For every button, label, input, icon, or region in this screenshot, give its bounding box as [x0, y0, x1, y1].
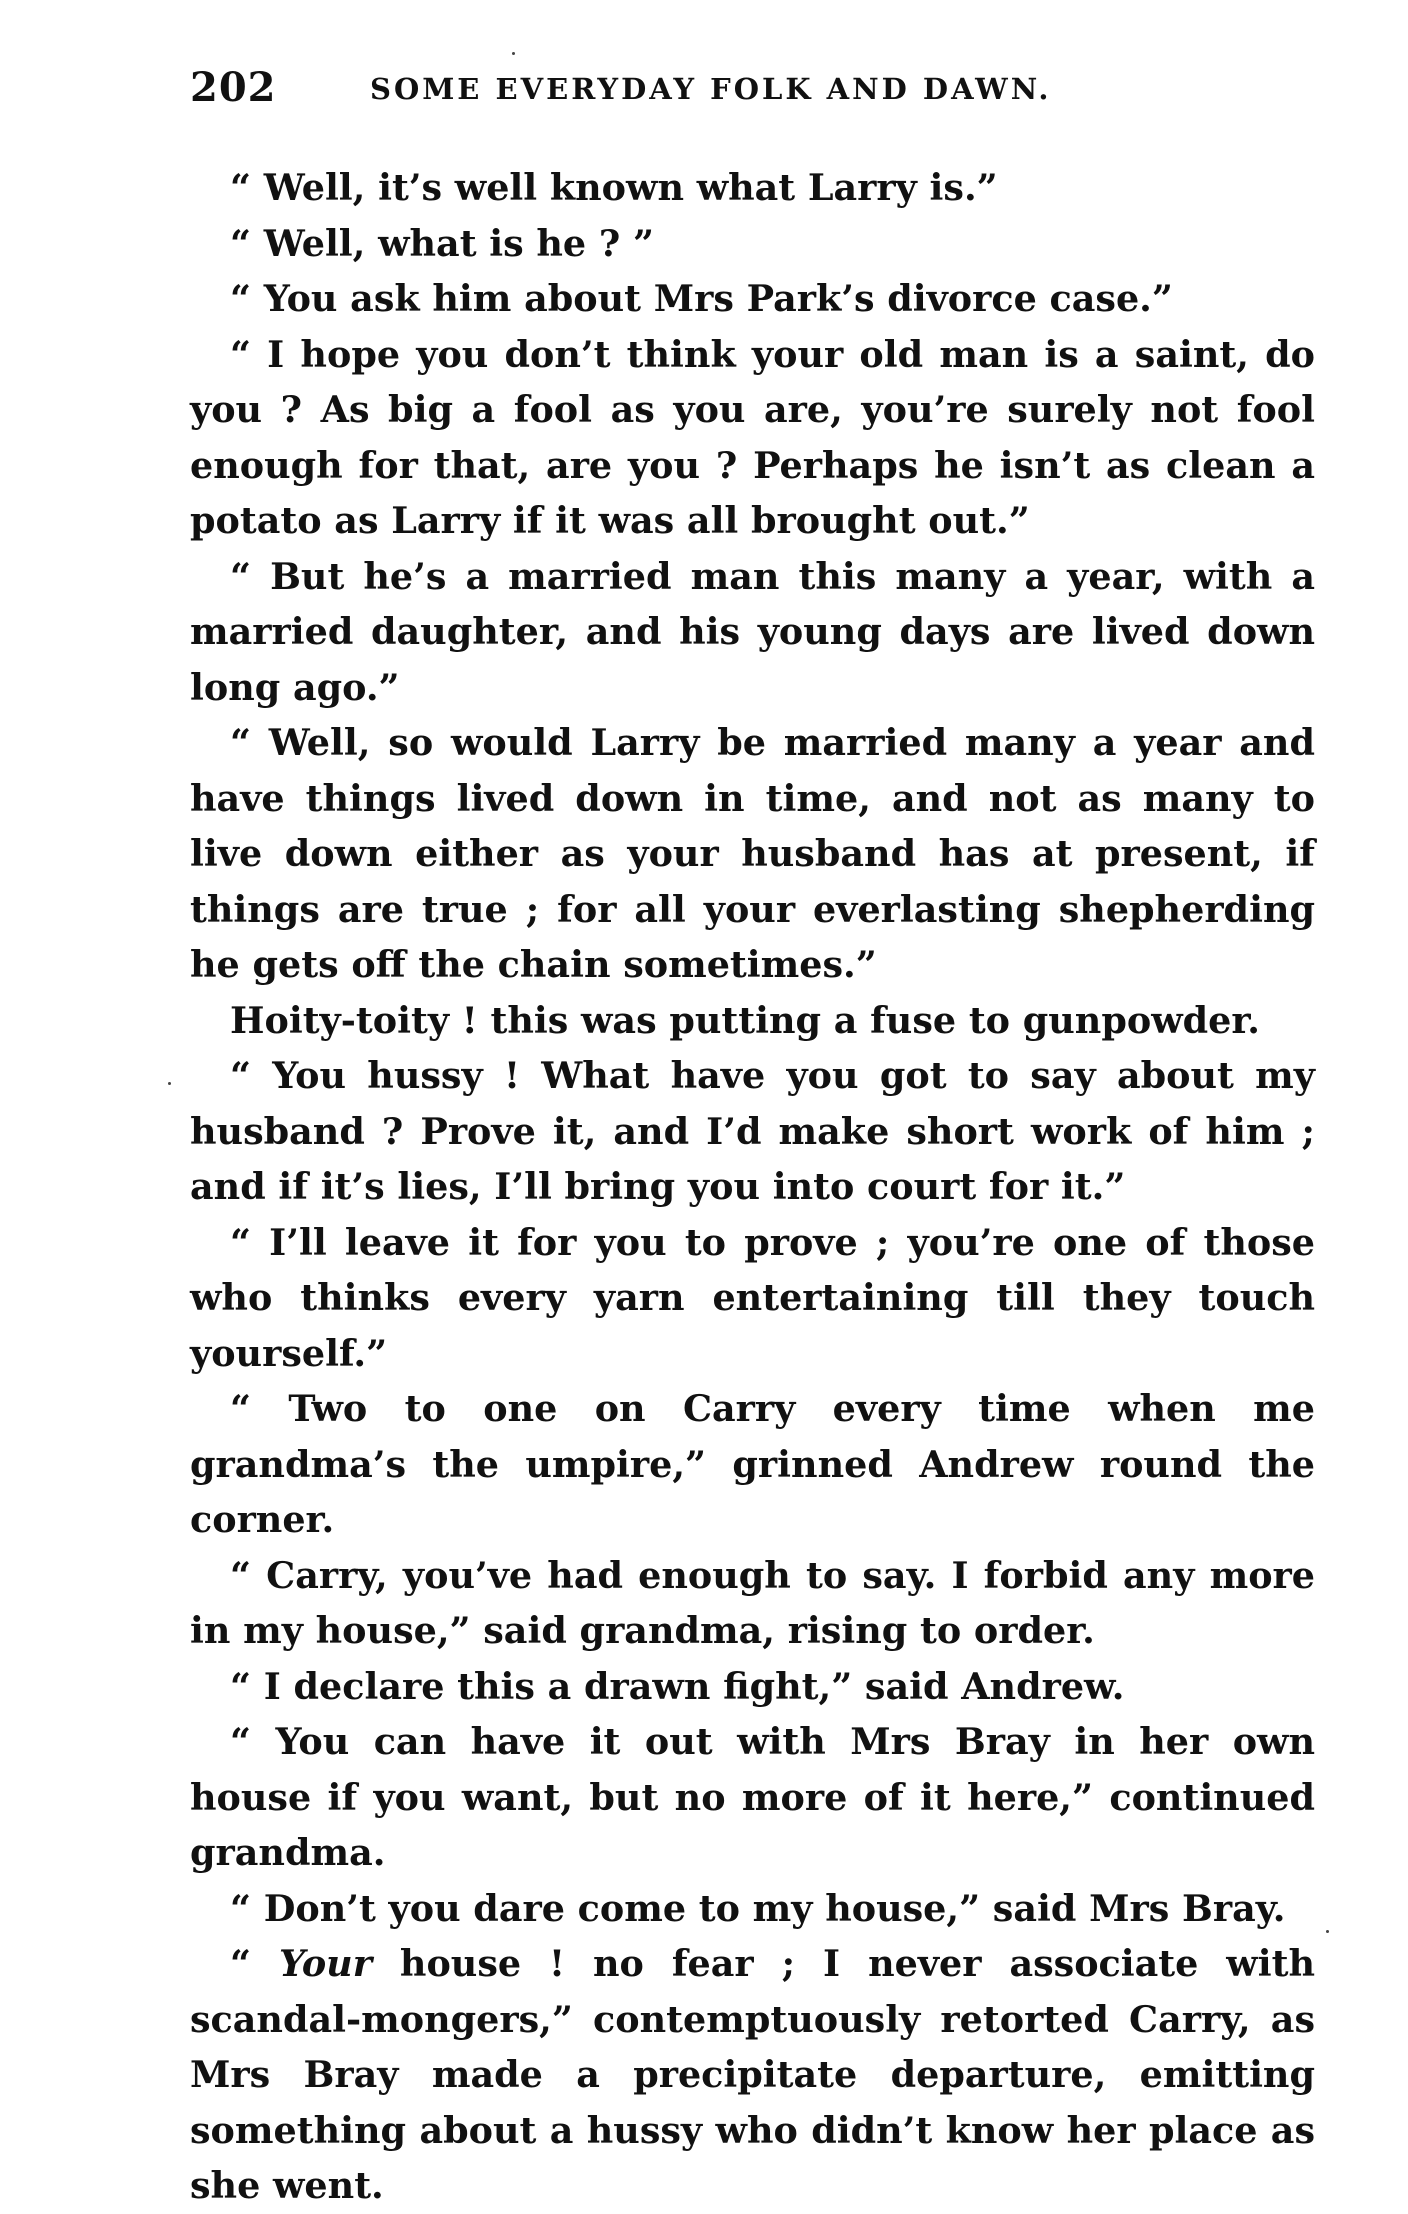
paragraph: “ But he’s a married man this many a year, with a married daughter, and his young days are lived down long ago.”: [190, 554, 1315, 709]
paragraph: “ You ask him about Mrs Park’s divorce case.”: [230, 277, 1173, 320]
final-paragraph: [190, 1936, 1315, 2214]
paragraph: “ Two to one on Carry every time when me grandma’s the umpire,” grinned Andrew round the corner.: [190, 1387, 1315, 1541]
paragraph: “ Well, it’s well known what Larry is.”: [230, 166, 998, 209]
print-speck: [1326, 1930, 1329, 1933]
paragraph: “ Well, what is he ? ”: [230, 221, 654, 265]
paragraph: “ I declare this a drawn fight,” said Andrew.: [230, 1664, 1125, 1708]
paragraph: “ You hussy ! What have you got to say about my husband ? Prove it, and I’d make short work of him ; and if it’s lies, I’ll bring you into court for it.”: [190, 1054, 1315, 1208]
paragraph: “ I’ll leave it for you to prove ; you’re one of those who thinks every yarn entertaining till they touch yourself.”: [190, 1220, 1315, 1375]
print-speck: [168, 1082, 171, 1085]
paragraph: Hoity-toity ! this was putting a fuse to gunpowder.: [230, 998, 1260, 1042]
paragraph: “ You can have it out with Mrs Bray in her own house if you want, but no more of it here,” continued grandma.: [190, 1720, 1315, 1874]
paragraph: “ I hope you don’t think your old man is a saint, do you ? As big a fool as you are, you’re surely not fool enough for that, are you ? Perhaps he isn’t as clean a potato as Larry if it was all brought out.”: [190, 332, 1315, 542]
paragraph: “ Carry, you’ve had enough to say. I forbid any more in my house,” said grandma, rising to order.: [190, 1553, 1315, 1652]
print-speck: [512, 52, 515, 55]
final-paragraph-emphasis: Your: [278, 1942, 372, 1985]
running-head: SOME EVERYDAY FOLK AND DAWN.: [370, 72, 1052, 106]
final-paragraph-open-quote: “: [230, 1942, 279, 1985]
paragraph: “ Don’t you dare come to my house,” said Mrs Bray.: [230, 1886, 1286, 1930]
paragraph: “ Well, so would Larry be married many a year and have things lived down in time, and not as many to live down either as your husband has at present, if things are true ; for all your everlasting shepherding he gets off the chain sometimes.”: [190, 721, 1315, 986]
page-header: [190, 64, 1340, 124]
final-paragraph-rest: house ! no fear ; I never associate with scandal-mongers,” contemptuously retorted Carry, as Mrs Bray made a precipitate departure, emitting something about a hussy who didn’t know her place as she went.: [190, 1942, 1315, 2207]
body-text: [190, 160, 1315, 2214]
page-number: 202: [190, 64, 277, 111]
